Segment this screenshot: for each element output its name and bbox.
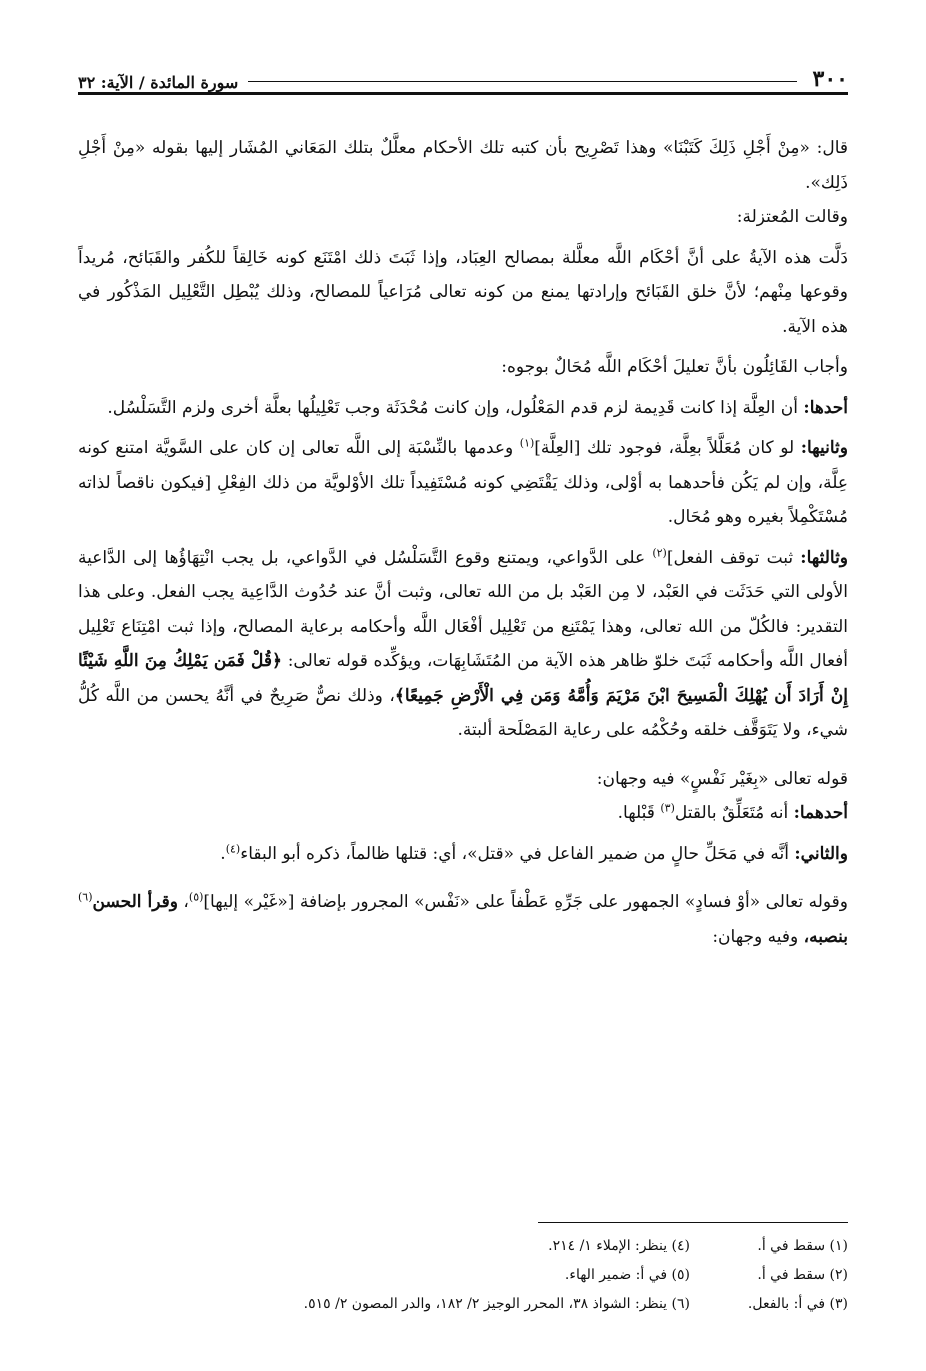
footnote-ref: (٥) <box>188 890 204 904</box>
surah-title: سورة المائدة / الآية: ٣٢ <box>78 73 239 92</box>
footnote-row <box>78 1261 848 1290</box>
reader-name: وقرأ الحسن <box>92 892 178 912</box>
point-text: قَبْلها. <box>617 803 655 823</box>
footnote-row <box>78 1290 848 1319</box>
page <box>78 52 848 954</box>
footnote-ref: (٤) <box>225 841 241 855</box>
paragraph: دَلَّت هذه الآيةُ على أنَّ أحْكَام اللَّه معلَّلة بمصالح العِبَاد، وإذا ثَبَتَ ذلك امْتَنَع كونه خَالِقاً للكُفر والقَبَائح، مُريداً وقوعها مِنْهم؛ لأنَّ خلق القَبَائح وإرادتها يمنع من كونه تعالى مُرَاعياً للمصالح، وذلك يُبْطِل التَّعْلِيل المَذْكُور في هذه الآية. <box>78 247 848 337</box>
point-label: أحدها: <box>803 397 848 418</box>
point-label: وثانيها: <box>800 438 848 458</box>
point-text: على الدَّواعي، ويمتنع وقوع التَّسَلْسُل في الدَّواعي، بل يجب انْتِهَاؤُها إلى الدَّاعية الأولى التي حَدَثَت في العَبْد، لا مِن العَبْد بل من الله تعالى، وثبت أنَّ عند حُدُوث الدَّاعِية يجب الفعل. وعلى هذا التقدير: فالكُلّ من الله تعالى، وهذا يَمْتَنِع من تَعْلِيل أفْعَال اللَّه وأحكامه برعاية المصالح، وإذا ثبت امْتِنَاع تَعْلِيل أفعال اللَّه وأحكامه ثَبَتَ خلوّ ظاهر هذه الآية من المُتَشَابِهَات، ويؤكِّده قوله تعالى: <box>78 547 849 671</box>
paragraph: قال: «مِنْ أَجْلِ ذَلِكَ كَتَبْنَا» وهذا تَصْرِيح بأن كتبه تلك الأحكام معلَّلٌ بتلك المَعَاني المُشَار إليها بقوله «مِنْ أَجْلِ ذَلِك». <box>78 138 848 193</box>
page-number: ٣٠٠ <box>812 66 848 92</box>
point-label: والثاني: <box>794 843 848 864</box>
paragraph-second <box>78 431 848 535</box>
footnote-ref: (٦) <box>78 890 93 904</box>
header-rule <box>248 81 796 82</box>
paragraph-w2 <box>78 837 848 872</box>
footnote-ref: (١) <box>519 436 535 450</box>
footnote-ref: (٣) <box>660 801 675 815</box>
paragraph: وأجاب القَائِلُون بأنَّ تعليلَ أحْكَام اللَّه مُحَالٌ بوجوه: <box>501 357 848 377</box>
point-text: وقوله تعالى «أوْ فسادٍ» الجمهور على جَرِّهِ عَطْفاً على «نَفْس» المجرور بإضافة [«غَيْر» إليها] <box>203 892 848 912</box>
paragraph-first <box>78 391 848 426</box>
footnote-rule <box>538 1222 848 1223</box>
point-text: أن العِلَّة إذا كانت قَدِيمة لزم قدم المَعْلُول، وإن كانت مُحْدَثَة وجب تَعْلِيلُها بعلَّة أخرى ولزم التَّسَلْسُل. <box>107 397 799 418</box>
footnote: (٣) في أ: بالفعل. <box>747 1296 848 1312</box>
reader-reading: بنصبه، <box>803 926 848 947</box>
point-text: أنَّه في مَحَلِّ حالٍ من ضمير الفاعل في «قتل»، أي: قتلها ظالماً، ذكره أبو البقاء <box>240 843 789 864</box>
paragraph-p6 <box>78 885 848 954</box>
point-text: لو كان مُعَلَّلاً بعِلَّة، فوجود تلك [العِلَّة] <box>534 438 795 458</box>
point-text: وفيه وجهان: <box>712 926 799 947</box>
footnote: (١) سقط في أ. <box>757 1238 848 1254</box>
paragraph: وقالت المُعتزلة: <box>736 207 848 227</box>
quran-verse: ﴿قُلْ فَمَن يَمْلِكُ مِنَ اللَّهِ شَيْئًا إِنْ أَرَادَ أَن يُهْلِكَ الْمَسِيحَ ابْنَ مَرْيَمَ وَأُمَّهُ وَمَن فِي الْأَرْضِ جَمِيعًا﴾ <box>78 651 849 706</box>
footnote: (٤) ينظر: الإملاء ١/ ٢١٤. <box>548 1238 690 1254</box>
point-text: . <box>220 843 226 864</box>
point-text: أنه مُتَعَلِّقٌ بالقتل <box>674 803 789 823</box>
paragraph-w1 <box>78 796 848 831</box>
footnote-row <box>78 1232 848 1261</box>
point-text: وعدمها بالنِّسْبَة إلى اللَّه تعالى إن كان على السَّويَّة امتنع كونه عِلَّة، وإن لم يَكُن فأحدهما به أوْلى، وذلك يَقْتَضِي كونه مُسْتَفِيداً تلك الأوْلويَّة من ذلك الفِعْلِ [فيكون ناقصاً لذاته مُسْتَكْمِلاً بغيره وهو مُحَال. <box>78 438 848 527</box>
footnote: (٥) في أ: ضمير الهاء. <box>564 1267 690 1283</box>
footnote-ref: (٢) <box>652 545 667 559</box>
footnote: (٢) سقط في أ. <box>757 1267 848 1283</box>
main-text <box>78 131 848 954</box>
point-label: وثالثها: <box>800 547 849 568</box>
running-header <box>78 52 848 95</box>
paragraph-third <box>78 541 848 748</box>
paragraph: قوله تعالى «بِغَيْر نَفْسٍ» فيه وجهان: <box>596 768 848 789</box>
point-label: أحدهما: <box>793 803 848 823</box>
footnotes <box>78 1232 848 1319</box>
footnote: (٦) ينظر: الشواذ ٣٨، المحرر الوجيز ٢/ ١٨٢، والدر المصون ٢/ ٥١٥. <box>303 1296 690 1312</box>
point-text: ، <box>177 892 189 912</box>
point-text: ثبت توقف الفعل] <box>666 547 794 568</box>
point-text: ، وذلك نصٌّ صَرِيحٌ في أنَّهُ يحسن من اللَّه كُلُّ شيء، ولا يَتَوَقَّف خلقه وحُكْمُه على رعاية المَصْلَحة ألبتة. <box>78 685 848 740</box>
